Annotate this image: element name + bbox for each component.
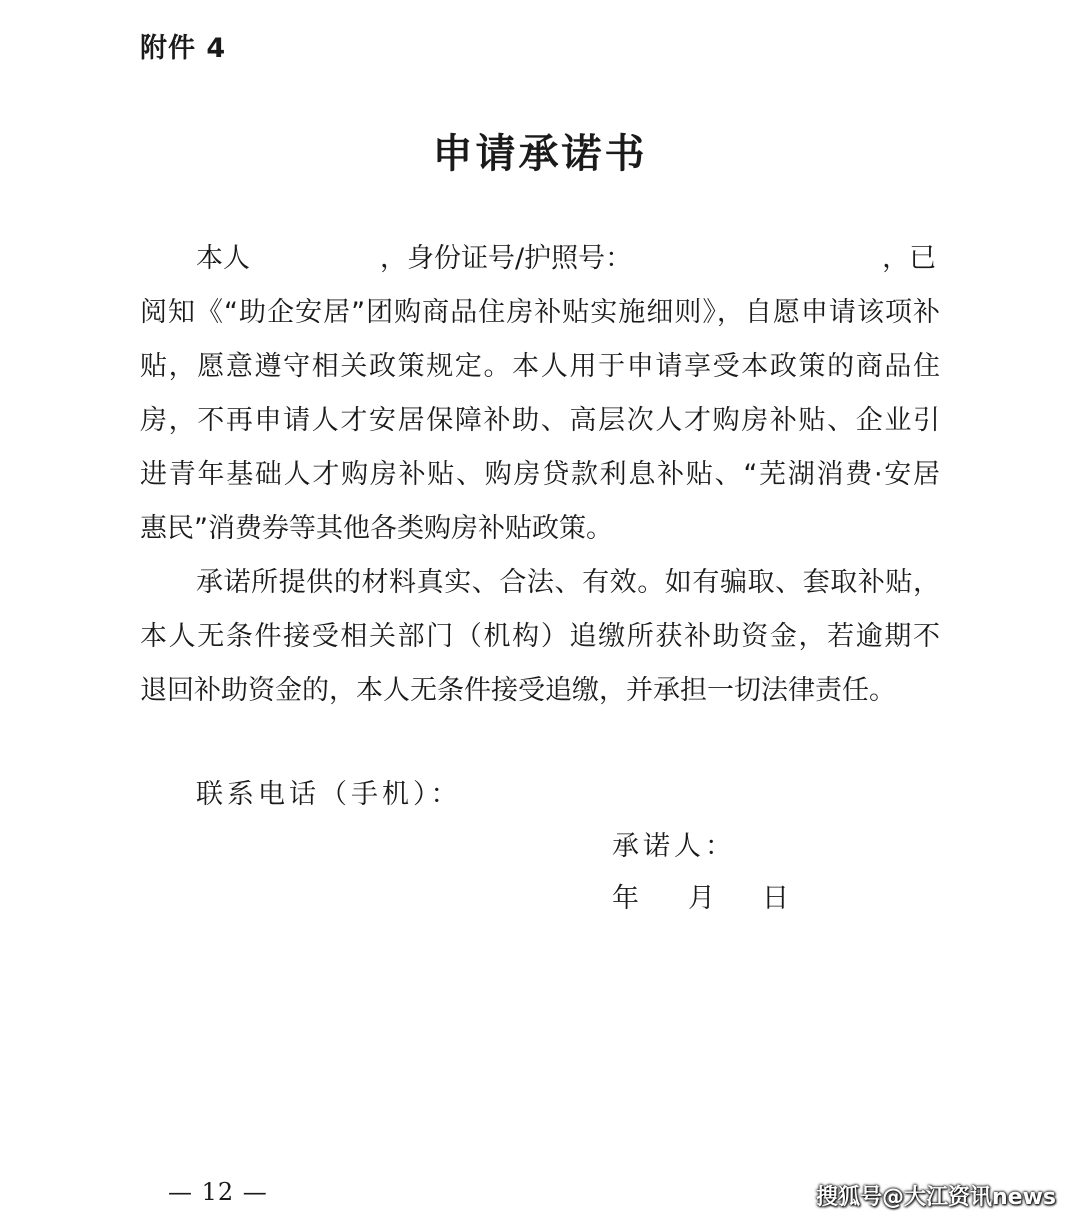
para1-line-2: 阅知《“助企安居”团购商品住房补贴实施细则》，自愿申请该项补 xyxy=(140,297,940,328)
para1-line-6: 惠民”消费券等其他各类购房补贴政策。 xyxy=(140,513,613,544)
para2-line-3: 退回补助资金的，本人无条件接受追缴，并承担一切法律责任。 xyxy=(140,675,896,706)
signer-label: 承诺人： xyxy=(612,831,736,862)
contact-phone-label: 联系电话（手机）： xyxy=(196,779,462,810)
page-number: — 12 — xyxy=(168,1178,268,1206)
attachment-label: 附件 4 xyxy=(140,33,227,64)
para1-line-1 xyxy=(196,232,940,286)
date-month-label: 月 xyxy=(688,883,715,914)
date-year-label: 年 xyxy=(612,883,639,914)
para1-line-4: 房，不再申请人才安居保障补助、高层次人才购房补贴、企业引 xyxy=(140,405,940,436)
date-day-label: 日 xyxy=(762,883,789,914)
para1-line-3: 贴，愿意遵守相关政策规定。本人用于申请享受本政策的商品住 xyxy=(140,351,940,382)
document-title: 申请承诺书 xyxy=(432,131,648,177)
date-line xyxy=(612,872,789,926)
para1-suffix: ，已 xyxy=(882,243,937,274)
para2-line-2: 本人无条件接受相关部门（机构）追缴所获补助资金，若逾期不 xyxy=(140,621,940,652)
watermark: 搜狐号@大江资讯news xyxy=(815,1185,1056,1210)
para1-prefix: 本人 xyxy=(196,243,250,274)
para2-line-1: 承诺所提供的材料真实、合法、有效。如有骗取、套取补贴， xyxy=(196,567,940,598)
para1-id-label: ，身份证号/护照号： xyxy=(380,243,633,274)
para1-line-5: 进青年基础人才购房补贴、购房贷款利息补贴、“芜湖消费·安居 xyxy=(140,459,940,490)
